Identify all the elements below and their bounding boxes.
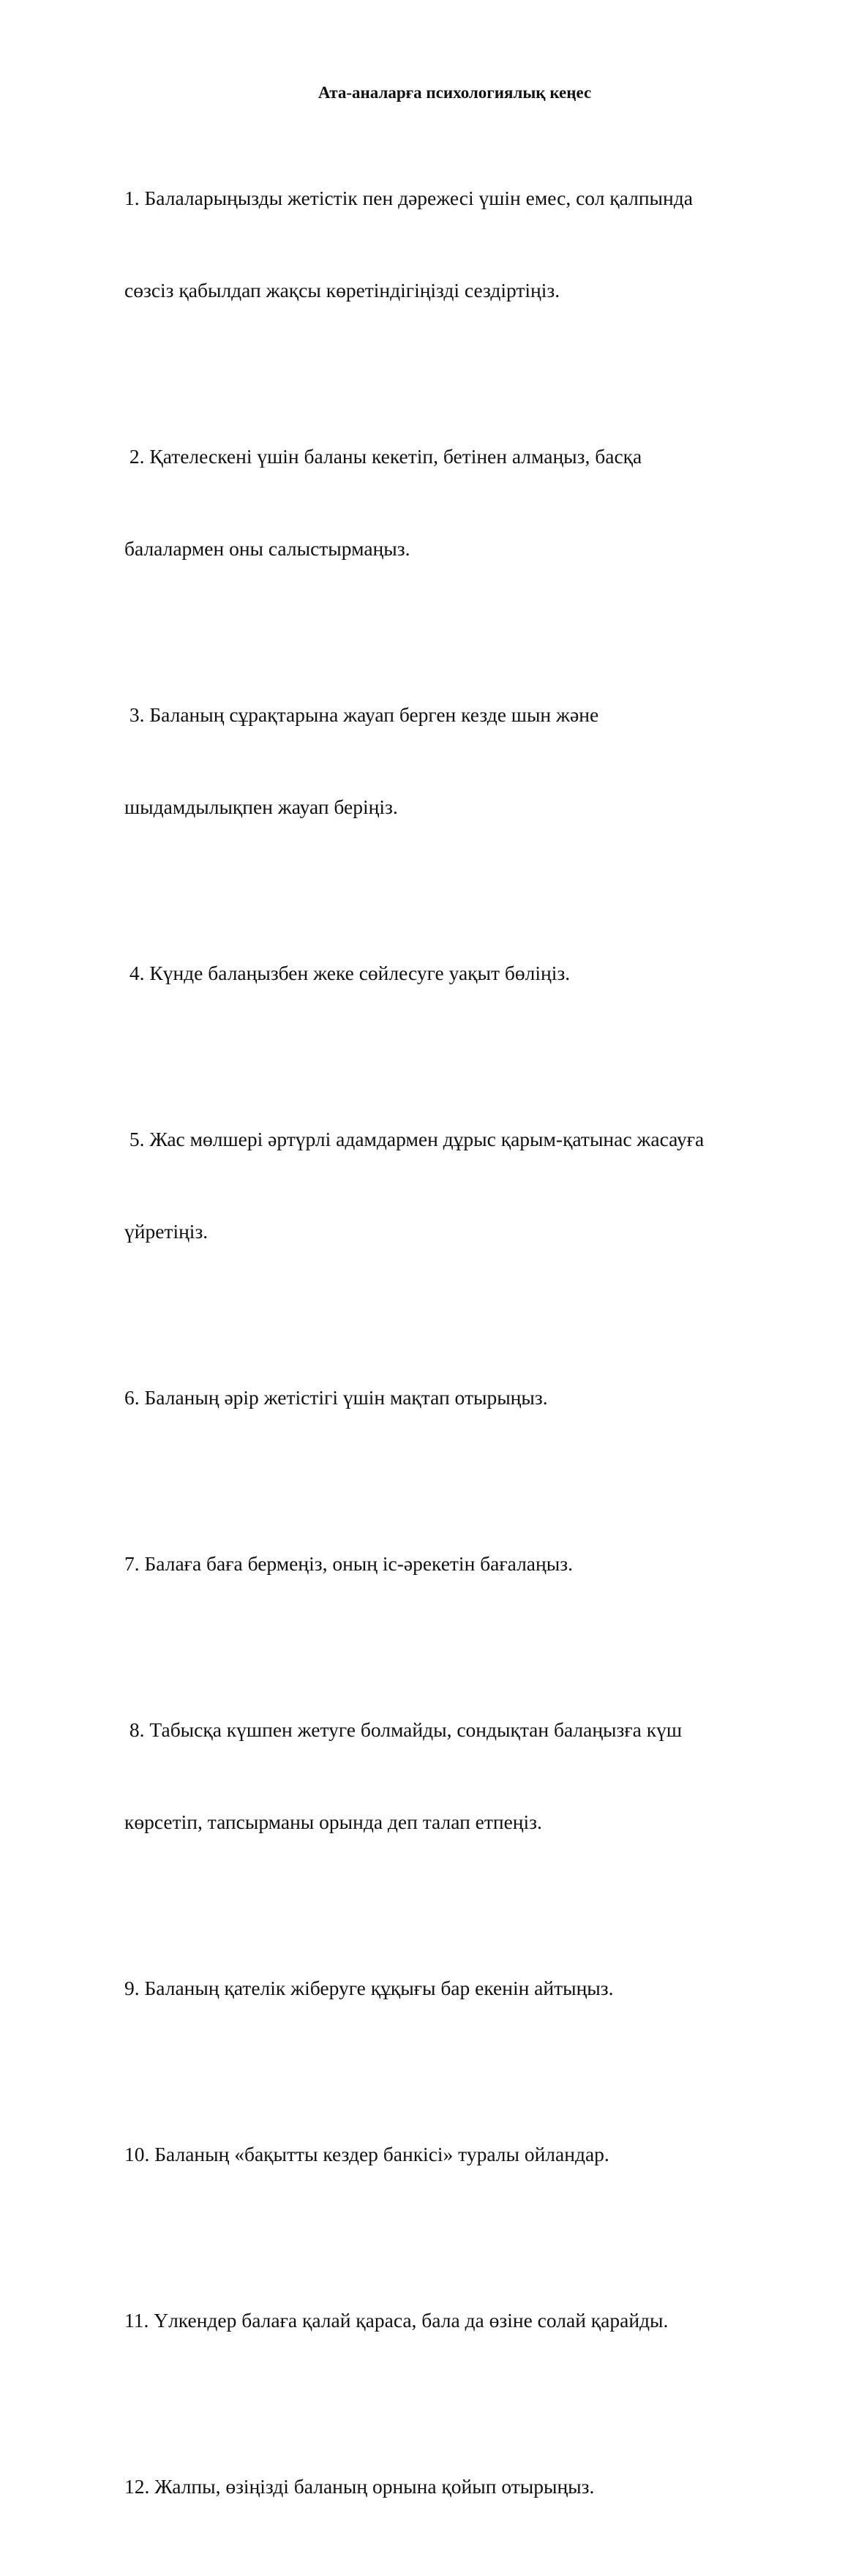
- advice-item-1-line-2: сөзсіз қабылдап жақсы көретіндігіңізді сездіртіңіз.: [124, 279, 560, 302]
- advice-item-2-line-1: 2. Қателескені үшін баланы кекетіп, бетінен алмаңыз, басқа: [124, 445, 642, 468]
- advice-item-9-line-1: 9. Баланың қателік жіберуге құқығы бар екенін айтыңыз.: [124, 1977, 614, 1999]
- advice-item-7: [124, 1487, 786, 1641]
- advice-item-6: [124, 1321, 786, 1475]
- advice-item-2-line-2: балалармен оны салыстырмаңыз.: [124, 537, 410, 560]
- advice-item-5: [124, 1063, 786, 1308]
- advice-item-4-line-1: 4. Күнде балаңызбен жеке сөйлесуге уақыт бөліңіз.: [124, 962, 571, 984]
- advice-item-6-line-1: 6. Баланың әрір жетістігі үшін мақтап отырыңыз.: [124, 1386, 548, 1409]
- advice-item-8-line-2: көрсетіп, тапсырманы орында деп талап етпеңіз.: [124, 1811, 542, 1833]
- advice-item-4: [124, 896, 786, 1050]
- advice-item-3-line-2: шыдамдылықпен жауап беріңіз.: [124, 795, 398, 818]
- advice-list: [124, 121, 786, 2576]
- advice-item-10-line-1: 10. Баланың «бақытты кездер банкісі» туралы ойландар.: [124, 2143, 609, 2165]
- document-title: Ата-аналарға психологиялық кеңес: [318, 83, 592, 102]
- advice-item-3: [124, 638, 786, 884]
- advice-item-2: [124, 380, 786, 626]
- advice-item-11-line-1: 11. Үлкендер балаға қалай қараса, бала да өзіне солай қарайды.: [124, 2309, 669, 2332]
- advice-item-11: [124, 2244, 786, 2397]
- advice-item-3-line-1: 3. Баланың сұрақтарына жауап берген кезде шын және: [124, 703, 599, 726]
- advice-item-5-line-1: 5. Жас мөлшері әртүрлі адамдармен дұрыс қарым-қатынас жасауға: [124, 1128, 705, 1150]
- advice-item-5-line-2: үйретіңіз.: [124, 1220, 209, 1243]
- advice-item-8-line-1: 8. Табысқа күшпен жетуге болмайды, сондықтан балаңызға күш: [124, 1718, 683, 1741]
- advice-item-12: [124, 2410, 786, 2564]
- advice-item-8: [124, 1653, 786, 1899]
- advice-item-12-line-1: 12. Жалпы, өзіңізді баланың орнына қойып отырыңыз.: [124, 2475, 595, 2498]
- advice-item-7-line-1: 7. Балаға баға бермеңіз, оның іс-әрекетін бағалаңыз.: [124, 1552, 573, 1575]
- advice-item-10: [124, 2078, 786, 2231]
- advice-item-9: [124, 1912, 786, 2065]
- advice-item-1-line-1: 1. Балаларыңызды жетістік пен дәрежесі үшін емес, сол қалпында: [124, 187, 693, 209]
- advice-item-1: [124, 121, 786, 367]
